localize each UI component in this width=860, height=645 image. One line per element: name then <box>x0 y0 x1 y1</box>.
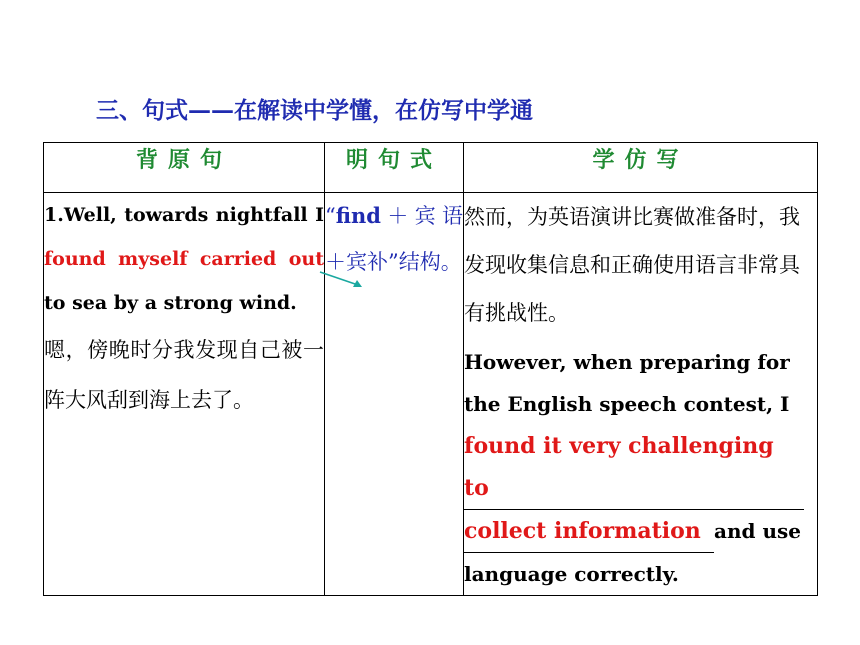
pattern-rest: ＋宾语＋宾补”结构。 <box>325 204 463 274</box>
original-text-1: Well, towards nightfall I <box>63 204 324 226</box>
pattern-keyword: find <box>335 203 381 228</box>
answer-blank-1: found it very challenging to <box>464 425 804 510</box>
answer-blank-2: collect information <box>464 510 714 553</box>
section-heading: 三、句式——在解读中学懂，在仿写中学通 <box>96 97 533 124</box>
pattern-cell <box>325 193 464 596</box>
sentence-table <box>43 142 818 596</box>
item-number: 1. <box>44 204 64 226</box>
imitation-cell <box>464 193 818 596</box>
header-original: 背原句 <box>44 143 325 193</box>
imitation-english-after: and use language correctly. <box>464 519 801 586</box>
header-pattern: 明句式 <box>325 143 464 193</box>
original-translation: 嗯，傍晚时分我发现自己被一阵大风刮到海上去了。 <box>44 338 324 412</box>
pattern-quote: “ <box>325 204 336 228</box>
imitation-chinese: 然而，为英语演讲比赛做准备时，我发现收集信息和正确使用语言非常具有挑战性。 <box>464 205 800 325</box>
original-highlight: found myself carried out <box>44 248 324 270</box>
arrow-icon <box>318 268 366 292</box>
header-imitation: 学仿写 <box>464 143 818 193</box>
original-sentence-cell <box>44 193 325 596</box>
original-sentence <box>44 193 324 325</box>
imitation-english-before: However, when preparing for the English speech contest, I <box>464 350 790 416</box>
original-text-2: to sea by a strong wind. <box>44 292 297 314</box>
imitation-english <box>464 337 817 595</box>
table-content-row <box>44 193 818 596</box>
table-header-row <box>44 143 818 193</box>
